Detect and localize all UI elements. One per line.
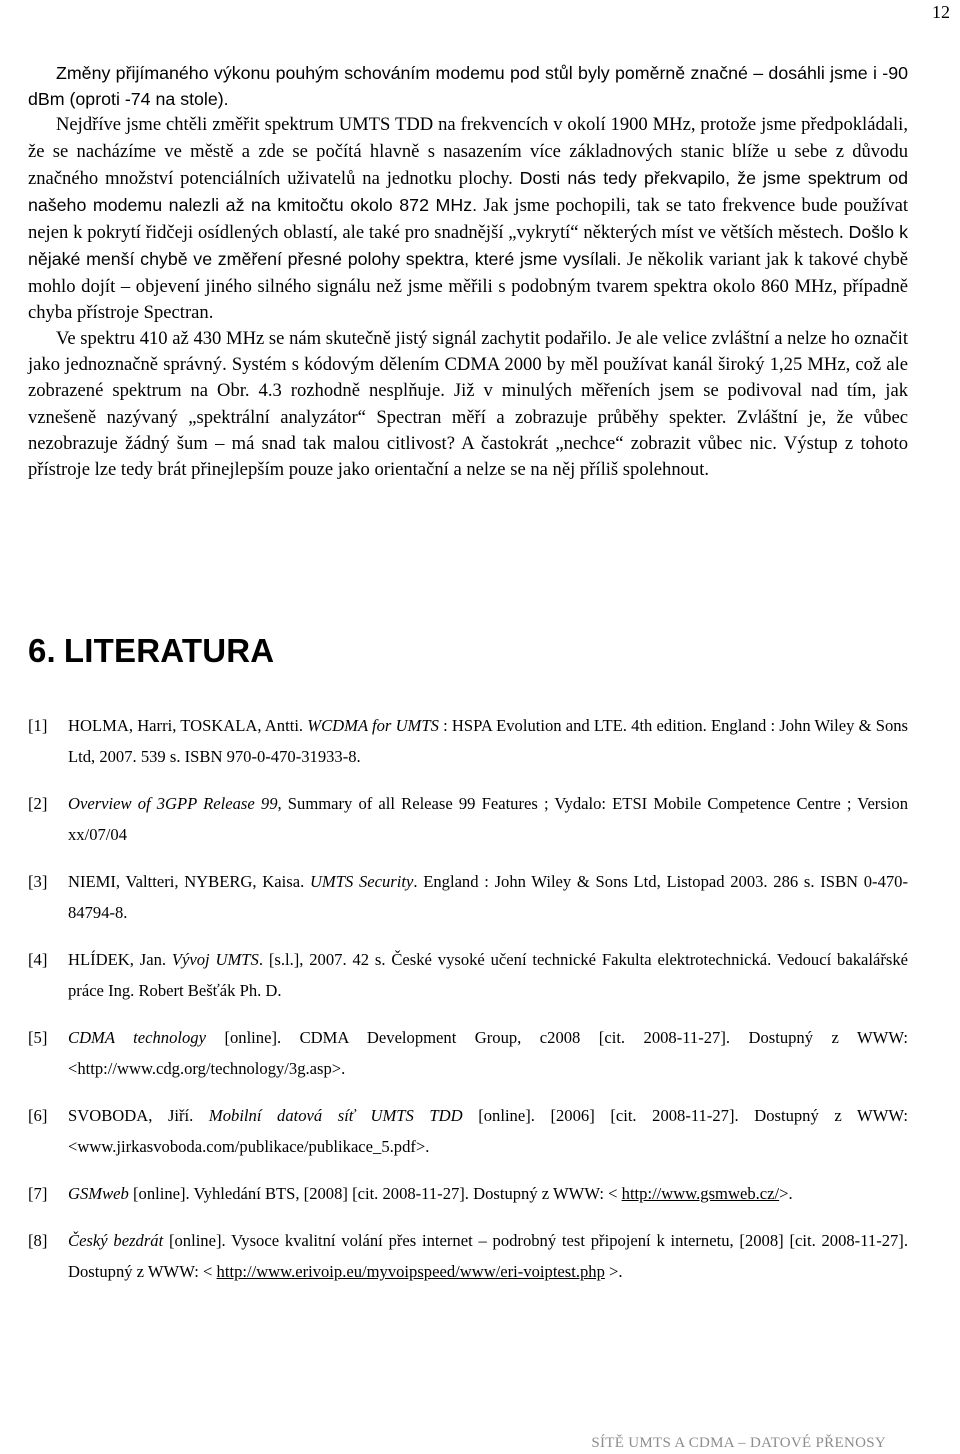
reference-index: [5] xyxy=(28,1028,48,1047)
reference-item xyxy=(28,944,908,1006)
reference-title: GSMweb xyxy=(68,1184,129,1203)
section-number: 6. xyxy=(28,632,56,669)
section-title: LITERATURA xyxy=(63,632,275,669)
paragraph-cdma-spectrum: Ve spektru 410 až 430 MHz se nám skutečně jistý signál zachytit podařilo. Je ale velice zvláštní a nelze ho označit jako jednoznačně správný. Systém s kódovým dělením CDMA 2000 by měl používat kanál široký 1,25 MHz, což ale zobrazené spektrum na Obr. 4.3 rozhodně nesplňuje. Již v minulých měřeních jsem se podivoval nad tím, jak vznešeně nazývaný „spektrální analyzátor“ Spectran měří a zobrazuje průběhy spekter. Zvláštní je, že vůbec nezobrazuje žádný šum – má snad tak malou citlivost? A častokrát „nechce“ zobrazit vůbec nic. Výstup z tohoto přístroje lze tedy brát přinejlepším pouze jako orientační a nelze se na něj příliš spolehnout. xyxy=(28,328,908,481)
page-footer: SÍTĚ UMTS A CDMA – DATOVÉ PŘENOSY xyxy=(591,1435,886,1451)
paragraph-part: Je několik variant jak k takové chybě mohlo dojít – objevení jiného silného signálu než jsme měřili s podobným tvarem spektra okolo 860 MHz, případně chyba přístroje Spectran. xyxy=(28,249,908,323)
reference-title: Vývoj UMTS xyxy=(171,950,259,969)
reference-item xyxy=(28,710,908,772)
page-number: 12 xyxy=(932,2,950,22)
reference-index: [2] xyxy=(28,794,48,813)
paragraph-umts-spectrum xyxy=(28,112,908,326)
body-text xyxy=(28,60,909,1281)
reference-item xyxy=(28,1225,908,1287)
reference-title: Overview of 3GPP Release 99 xyxy=(68,794,278,813)
paragraph-part: Jak jsme pochopili, tak se tato frekvence bude používat nejen k pokrytí řidčeji osídlených oblastí, ale také pro snadnější „vykrytí“ některých míst ve větších městech. xyxy=(28,195,908,244)
reference-index: [4] xyxy=(28,950,48,969)
reference-text: SVOBODA, Jiří. Mobilní datová síť UMTS TDD [online]. [2006] [cit. 2008-11-27]. Dostupný z WWW: <www.jirkasvoboda.com/publikace/publikace_5.pdf>. xyxy=(68,1106,909,1156)
reference-title: Český bezdrát xyxy=(68,1231,164,1250)
reference-item xyxy=(28,788,908,850)
reference-text: Český bezdrát [online]. Vysoce kvalitní volání přes internet – podrobný test připojení k internetu, [2008] [cit. 2008-11-27]. Dostupný z WWW: < http://www.erivoip.eu/myvoipspeed/www/eri-voiptest.php >. xyxy=(68,1231,908,1281)
reference-title: UMTS Security xyxy=(309,872,414,891)
reference-title: Mobilní datová síť UMTS TDD xyxy=(208,1106,463,1125)
reference-index: [6] xyxy=(28,1106,48,1125)
section-heading xyxy=(28,632,274,670)
reference-index: [1] xyxy=(28,716,48,735)
reference-index: [7] xyxy=(28,1184,48,1203)
reference-title: CDMA technology xyxy=(68,1028,206,1047)
reference-list xyxy=(28,710,908,1303)
reference-text: GSMweb [online]. Vyhledání BTS, [2008] [cit. 2008-11-27]. Dostupný z WWW: < http://www.gsmweb.cz/>. xyxy=(68,1184,793,1203)
reference-link[interactable]: http://www.erivoip.eu/myvoipspeed/www/eri-voiptest.php xyxy=(216,1262,605,1281)
reference-text: HLÍDEK, Jan. Vývoj UMTS. [s.l.], 2007. 42 s. České vysoké učení technické Fakulta elektrotechnická. Vedoucí bakalářské práce Ing. Robert Bešťák Ph. D. xyxy=(68,950,908,1000)
reference-index: [3] xyxy=(28,872,48,891)
reference-item xyxy=(28,1178,908,1209)
reference-text: Overview of 3GPP Release 99, Summary of all Release 99 Features ; Vydalo: ETSI Mobile Competence Centre ; Version xx/07/04 xyxy=(68,794,908,844)
reference-text: NIEMI, Valtteri, NYBERG, Kaisa. UMTS Security. England : John Wiley & Sons Ltd, Listopad 2003. 286 s. ISBN 0-470-84794-8. xyxy=(68,872,908,922)
paragraph-part: Došlo k nějaké menší chybě ve změření přesné polohy spektra, které jsme vysílali. xyxy=(28,222,909,270)
reference-index: [8] xyxy=(28,1231,48,1250)
reference-text: CDMA technology [online]. CDMA Development Group, c2008 [cit. 2008-11-27]. Dostupný z WWW: <http://www.cdg.org/technology/3g.asp>. xyxy=(68,1028,908,1078)
reference-text: HOLMA, Harri, TOSKALA, Antti. WCDMA for UMTS : HSPA Evolution and LTE. 4th edition. England : John Wiley & Sons Ltd, 2007. 539 s. ISBN 970-0-470-31933-8. xyxy=(68,716,909,766)
paragraph-part: Nejdříve jsme chtěli změřit spektrum UMTS TDD na frekvencích v okolí 1900 MHz, protože jsme předpokládali, že se nacházíme ve městě a zde se počítá hlavně s nasazením více základnových stanic blíže u sebe z důvodu značného množství potenciálních uživatelů na jednotku plochy. xyxy=(28,114,908,189)
reference-item xyxy=(28,1100,908,1162)
paragraph-signal-power: Změny přijímaného výkonu pouhým schováním modemu pod stůl byly poměrně značné – dosáhli jsme i -90 dBm (oproti -74 na stole). xyxy=(28,63,908,110)
paragraph-part: Dosti nás tedy překvapilo, že jsme spektrum od našeho modemu nalezli až na kmitočtu okolo 872 MHz. xyxy=(28,167,908,216)
reference-link[interactable]: http://www.gsmweb.cz/ xyxy=(621,1184,780,1203)
reference-title: WCDMA for UMTS xyxy=(307,716,439,735)
reference-item xyxy=(28,1022,908,1084)
reference-item xyxy=(28,866,908,928)
